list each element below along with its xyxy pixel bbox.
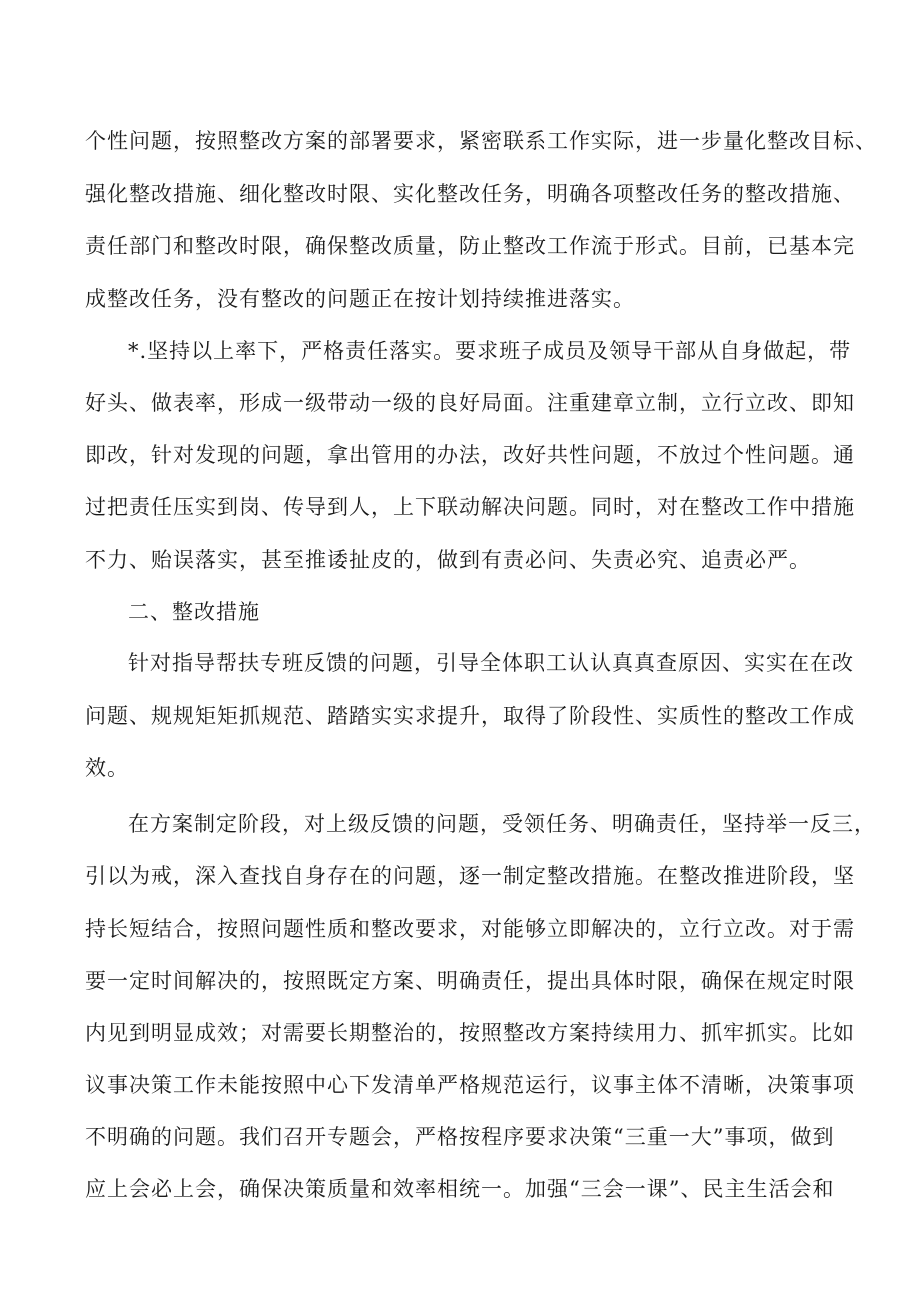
paragraph-line: *.坚持以上率下，严格责任落实。要求班子成员及领导干部从自身做起，带 (128, 339, 852, 363)
paragraph-line: 在方案制定阶段，对上级反馈的问题，受领任务、明确责任，坚持举一反三， (128, 812, 876, 836)
paragraph-line: 引以为戒，深入查找自身存在的问题，逐一制定整改措施。在整改推进阶段，坚 (85, 864, 855, 888)
paragraph-line: 针对指导帮扶专班反馈的问题，引导全体职工认认真真查原因、实实在在改 (128, 651, 854, 675)
paragraph-line: 不力、贻误落实，甚至推诿扯皮的，做到有责必问、失责必究、追责必严。 (85, 548, 811, 572)
paragraph-line: 即改，针对发现的问题，拿出管用的办法，改好共性问题，不放过个性问题。通 (85, 443, 855, 467)
paragraph-line: 应上会必上会，确保决策质量和效率相统一。加强“三会一课”、民主生活会和 (85, 1177, 835, 1201)
paragraph-line: 过把责任压实到岗、传导到人，上下联动解决问题。同时，对在整改工作中措施 (85, 495, 855, 519)
paragraph-line: 持长短结合，按照问题性质和整改要求，对能够立即解决的，立行立改。对于需 (85, 917, 855, 941)
paragraph-line: 议事决策工作未能按照中心下发清单严格规范运行，议事主体不清晰，决策事项 (85, 1073, 855, 1097)
paragraph-line: 好头、做表率，形成一级带动一级的良好局面。注重建章立制，立行立改、即知 (85, 391, 855, 415)
paragraph-line: 责任部门和整改时限，确保整改质量，防止整改工作流于形式。目前，已基本完 (85, 234, 855, 258)
paragraph-line: 不明确的问题。我们召开专题会，严格按程序要求决策“三重一大”事项，做到 (85, 1125, 835, 1149)
paragraph-line: 效。 (85, 756, 129, 780)
paragraph-line: 个性问题，按照整改方案的部署要求，紧密联系工作实际，进一步量化整改目标、 (85, 129, 877, 153)
section-heading: 二、整改措施 (128, 600, 260, 624)
paragraph-line: 内见到明显成效；对需要长期整治的，按照整改方案持续用力、抓牢抓实。比如 (85, 1021, 855, 1045)
paragraph-line: 问题、规规矩矩抓规范、踏踏实实求提升，取得了阶段性、实质性的整改工作成 (85, 704, 855, 728)
paragraph-line: 要一定时间解决的，按照既定方案、明确责任，提出具体时限，确保在规定时限 (85, 969, 855, 993)
paragraph-line: 成整改任务，没有整改的问题正在按计划持续推进落实。 (85, 287, 635, 311)
paragraph-line: 强化整改措施、细化整改时限、实化整改任务，明确各项整改任务的整改措施、 (85, 182, 855, 206)
